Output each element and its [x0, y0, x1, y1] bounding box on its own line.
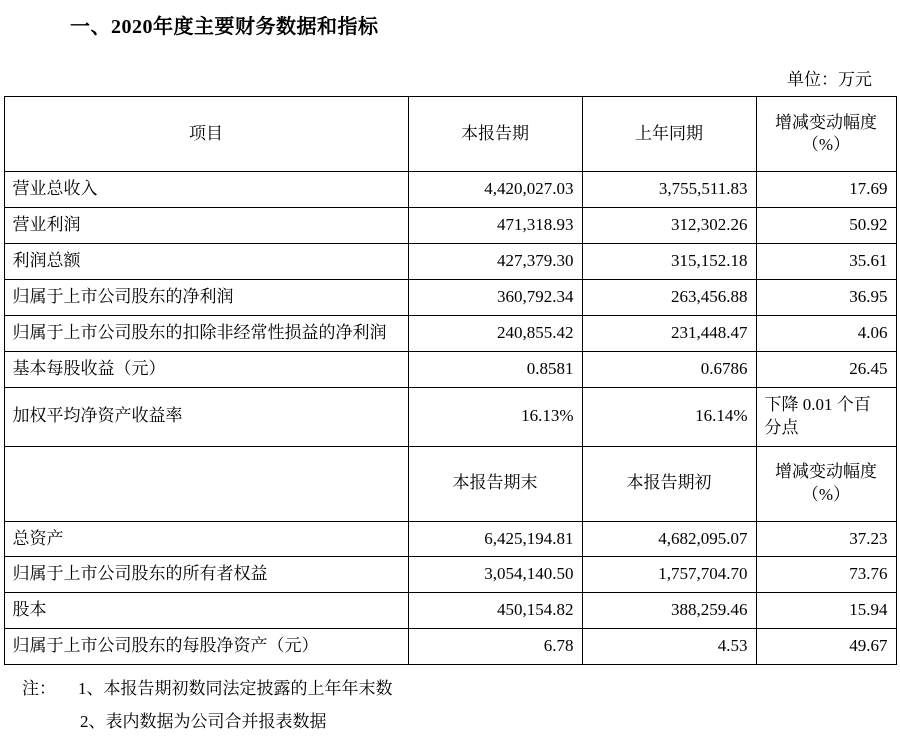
- table-header-row-balance: [4, 446, 896, 521]
- row-current-value: 4,420,027.03: [408, 172, 582, 208]
- row-label: 归属于上市公司股东的所有者权益: [4, 557, 408, 593]
- table-row: [4, 593, 896, 629]
- table-row: [4, 172, 896, 208]
- note-text: 2、表内数据为公司合并报表数据: [80, 711, 327, 731]
- row-label: 营业利润: [4, 207, 408, 243]
- table-notes: [0, 665, 900, 738]
- row-change-value: 37.23: [756, 521, 896, 557]
- note-line-1: [22, 673, 900, 705]
- table-header-row-period: [4, 97, 896, 172]
- row-label: 利润总额: [4, 243, 408, 279]
- row-previous-value: 231,448.47: [582, 315, 756, 351]
- row-current-value: 0.8581: [408, 351, 582, 387]
- row-previous-value: 0.6786: [582, 351, 756, 387]
- table-row: [4, 557, 896, 593]
- row-change-value: 36.95: [756, 279, 896, 315]
- row-previous-value: 3,755,511.83: [582, 172, 756, 208]
- header-previous-period: 上年同期: [582, 97, 756, 172]
- table-row: [4, 387, 896, 446]
- row-current-value: 6.78: [408, 629, 582, 665]
- row-label: 营业总收入: [4, 172, 408, 208]
- row-previous-value: 388,259.46: [582, 593, 756, 629]
- table-row: [4, 629, 896, 665]
- financial-data-table: [4, 96, 897, 665]
- header-change-rate: 增减变动幅度（%）: [756, 446, 896, 521]
- table-row: [4, 521, 896, 557]
- row-previous-value: 4.53: [582, 629, 756, 665]
- row-change-value: 50.92: [756, 207, 896, 243]
- row-change-value: 73.76: [756, 557, 896, 593]
- notes-label: 注：: [22, 679, 56, 699]
- header-item: 项目: [4, 97, 408, 172]
- row-current-value: 3,054,140.50: [408, 557, 582, 593]
- row-current-value: 6,425,194.81: [408, 521, 582, 557]
- row-previous-value: 312,302.26: [582, 207, 756, 243]
- unit-label: 单位：万元: [787, 70, 872, 89]
- row-current-value: 450,154.82: [408, 593, 582, 629]
- row-current-value: 427,379.30: [408, 243, 582, 279]
- table-row: [4, 279, 896, 315]
- row-label: 归属于上市公司股东的扣除非经常性损益的净利润: [4, 315, 408, 351]
- row-current-value: 360,792.34: [408, 279, 582, 315]
- page-title: 一、2020年度主要财务数据和指标: [70, 16, 379, 38]
- row-change-value: 4.06: [756, 315, 896, 351]
- row-change-value: 35.61: [756, 243, 896, 279]
- row-change-value: 26.45: [756, 351, 896, 387]
- row-current-value: 16.13%: [408, 387, 582, 446]
- row-label: 归属于上市公司股东的每股净资产（元）: [4, 629, 408, 665]
- header-current-period: 本报告期: [408, 97, 582, 172]
- row-label: 股本: [4, 593, 408, 629]
- header-period-begin: 本报告期初: [582, 446, 756, 521]
- row-previous-value: 263,456.88: [582, 279, 756, 315]
- table-row: [4, 207, 896, 243]
- row-previous-value: 4,682,095.07: [582, 521, 756, 557]
- row-previous-value: 16.14%: [582, 387, 756, 446]
- header-item-blank: [4, 446, 408, 521]
- table-row: [4, 315, 896, 351]
- header-period-end: 本报告期末: [408, 446, 582, 521]
- table-row: [4, 351, 896, 387]
- row-change-value: 下降 0.01 个百分点: [756, 387, 896, 446]
- row-label: 基本每股收益（元）: [4, 351, 408, 387]
- header-change-rate: 增减变动幅度（%）: [756, 97, 896, 172]
- row-current-value: 471,318.93: [408, 207, 582, 243]
- row-label: 加权平均净资产收益率: [4, 387, 408, 446]
- row-change-value: 17.69: [756, 172, 896, 208]
- row-change-value: 49.67: [756, 629, 896, 665]
- row-label: 归属于上市公司股东的净利润: [4, 279, 408, 315]
- row-current-value: 240,855.42: [408, 315, 582, 351]
- row-change-value: 15.94: [756, 593, 896, 629]
- note-text: 1、本报告期初数同法定披露的上年年末数: [78, 679, 393, 699]
- table-row: [4, 243, 896, 279]
- row-label: 总资产: [4, 521, 408, 557]
- row-previous-value: 1,757,704.70: [582, 557, 756, 593]
- row-previous-value: 315,152.18: [582, 243, 756, 279]
